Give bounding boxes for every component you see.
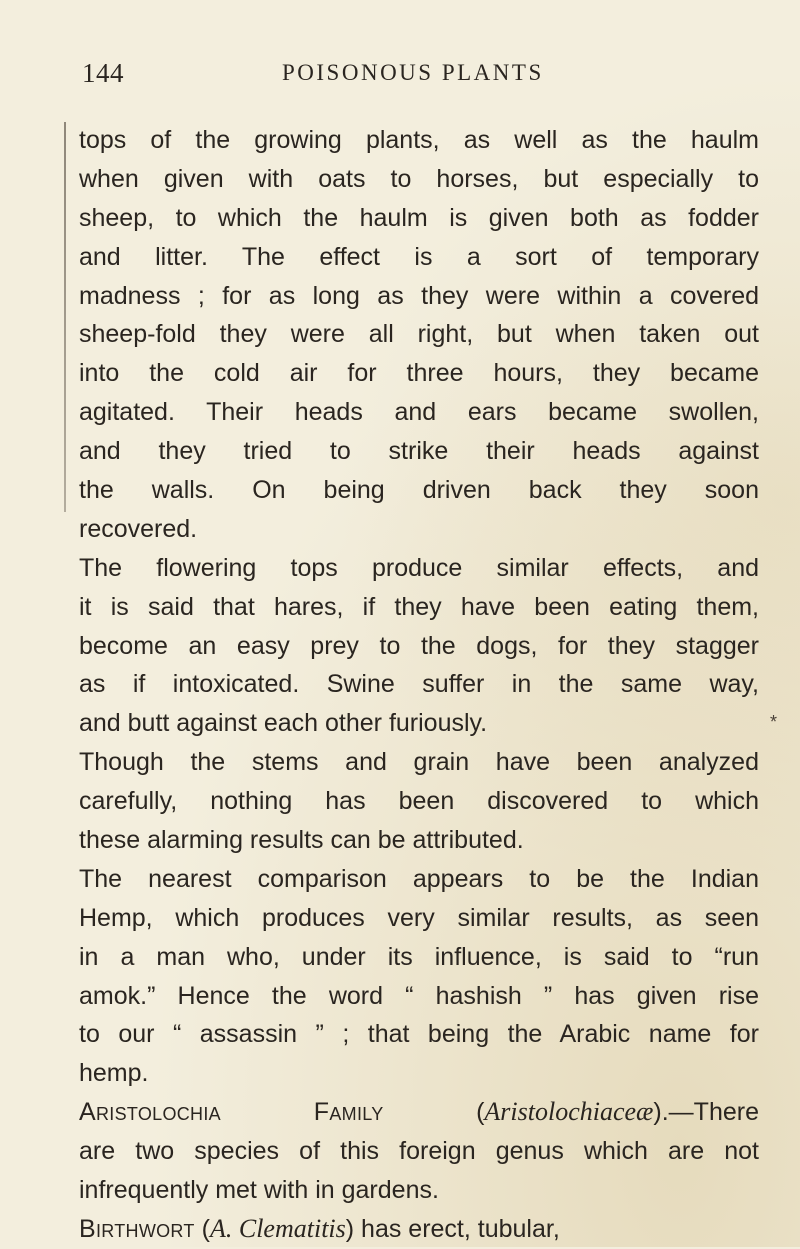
aristolochia-heading-line xyxy=(79,1093,759,1132)
text-line: it is said that hares, if they have been eating them, xyxy=(79,592,759,621)
text-line: when given with oats to horses, but especially to xyxy=(79,164,759,193)
text-line: become an easy prey to the dogs, for they stagger xyxy=(79,631,759,660)
text-line: agitated. Their heads and ears became swollen, xyxy=(79,398,759,427)
text-line: as if intoxicated. Swine suffer in the same way, xyxy=(79,670,759,699)
text-line: and litter. The effect is a sort of temporary xyxy=(79,242,759,271)
text-line: carefully, nothing has been discovered to which xyxy=(79,787,759,816)
text-line: recovered. xyxy=(79,514,198,543)
text-line: to our “ assassin ” ; that being the Arabic name for xyxy=(79,1020,759,1049)
paren-open: ( xyxy=(194,1214,210,1243)
heading-rest: ).—There xyxy=(653,1098,759,1127)
margin-rule xyxy=(64,122,66,512)
running-title: POISONOUS PLANTS xyxy=(282,60,544,85)
birthwort-heading-line xyxy=(79,1210,759,1249)
paren-open: ( xyxy=(383,1098,485,1127)
text-line: in a man who, under its influence, is said to “run xyxy=(79,942,759,971)
text-line: tops of the growing plants, as well as the haulm xyxy=(79,126,759,154)
text-line: infrequently met with in gardens. xyxy=(79,1176,439,1205)
text-line: madness ; for as long as they were within a covered xyxy=(79,281,759,310)
text-line: sheep, to which the haulm is given both as fodder xyxy=(79,203,759,232)
text-line: amok.” Hence the word “ hashish ” has given rise xyxy=(79,981,759,1010)
latin-name: Aristolochiaceæ xyxy=(484,1097,654,1127)
text-line: are two species of this foreign genus which are not xyxy=(79,1137,759,1166)
running-head xyxy=(82,58,722,98)
text-line: into the cold air for three hours, they became xyxy=(79,359,759,388)
body-text xyxy=(79,121,759,1249)
text-line: and butt against each other furiously. xyxy=(79,709,488,738)
page-number: 144 xyxy=(82,58,124,88)
text-line: Though the stems and grain have been analyzed xyxy=(79,748,759,777)
section-heading: Aristolochia Family xyxy=(79,1098,384,1127)
text-line: The flowering tops produce similar effects, and xyxy=(79,553,759,582)
margin-mark: * xyxy=(770,712,778,732)
text-line: and they tried to strike their heads against xyxy=(79,437,759,466)
text-line: sheep-fold they were all right, but when taken out xyxy=(79,320,759,349)
text-line: The nearest comparison appears to be the Indian xyxy=(79,864,759,893)
heading-rest: ) has erect, tubular, xyxy=(345,1214,560,1243)
text-line: Hemp, which produces very similar results, as seen xyxy=(79,903,759,932)
text-line: hemp. xyxy=(79,1059,149,1088)
section-heading: Birthwort xyxy=(79,1214,195,1243)
text-line: these alarming results can be attributed. xyxy=(79,826,524,855)
text-line: the walls. On being driven back they soon xyxy=(79,476,759,505)
latin-name: A. Clematitis xyxy=(209,1213,346,1243)
